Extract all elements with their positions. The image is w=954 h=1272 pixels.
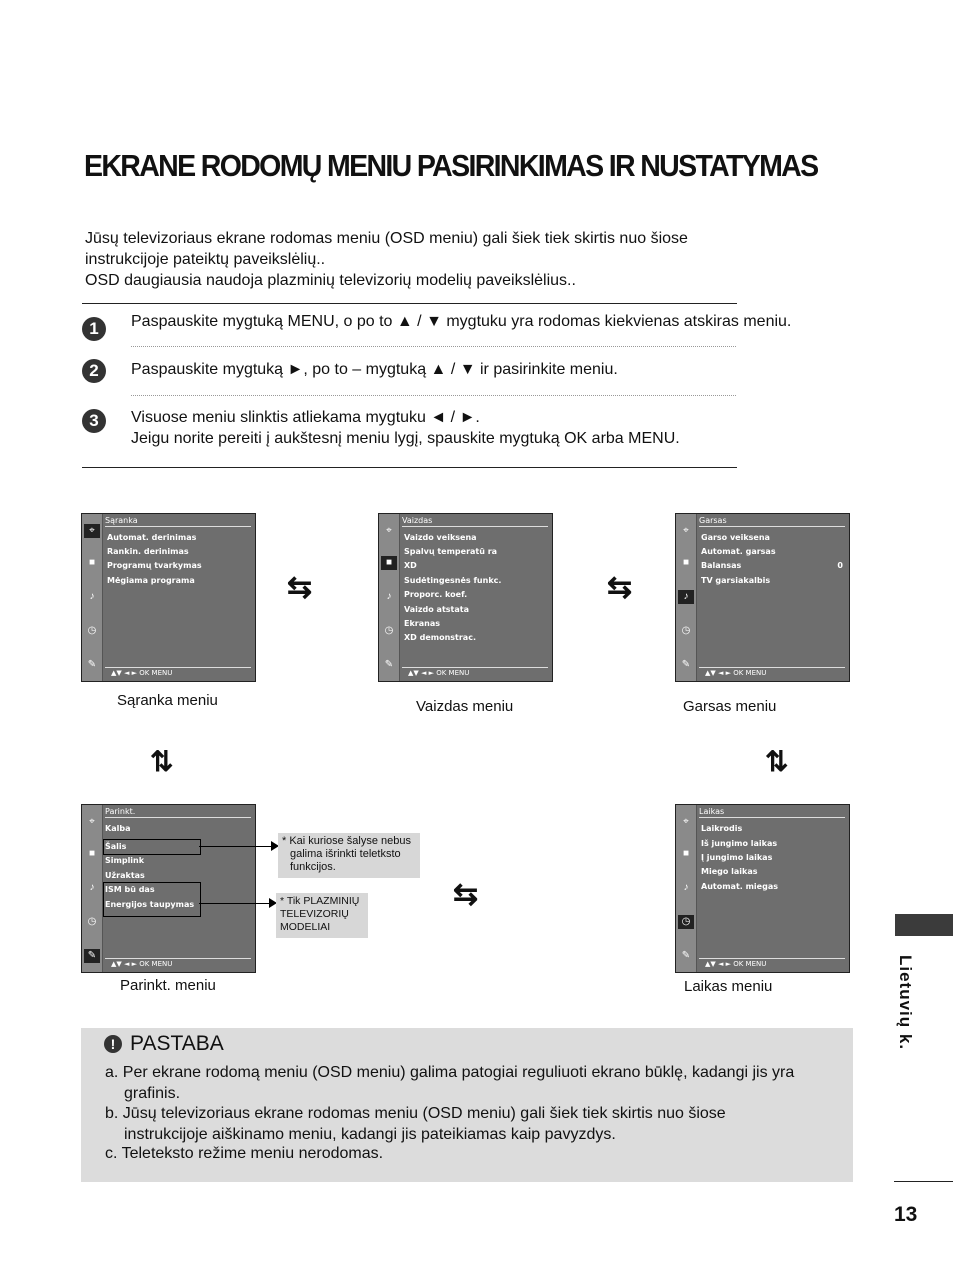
osd-item: Proporc. koef. (404, 590, 468, 599)
osd-item: Simplink (105, 856, 145, 865)
language-tab-marker (895, 914, 953, 936)
step-2-text: Paspauskite mygtuką ►, po to – mygtuką ▲ / ▼ ir pasirinkite meniu. (131, 361, 618, 378)
osd-item: Automat. derinimas (107, 533, 197, 542)
osd-header: Vaizdas (402, 515, 548, 527)
callout-line: funkcijos. (290, 861, 336, 873)
option-icon: ✎ (681, 950, 691, 961)
clock-icon: ◷ (87, 625, 97, 636)
note-item-b-cont: instrukcijoje aiškinamo meniu, kadangi jis pateikiamas kaip pavyzdys. (124, 1126, 616, 1143)
osd-sidebar (379, 514, 400, 681)
plasma-highlight-box (103, 882, 201, 917)
osd-header: Garsas (699, 515, 845, 527)
picture-icon: ■ (682, 848, 690, 859)
osd-item: Miego laikas (701, 867, 758, 876)
osd-item: Spalvų temperatū ra (404, 547, 498, 556)
osd-item: Programų tvarkymas (107, 561, 202, 570)
callout-line: galima išrinkti teletksto (290, 848, 401, 860)
osd-sidebar (82, 514, 103, 681)
sound-icon: ♪ (89, 591, 95, 602)
dotted-separator (131, 395, 736, 396)
sound-icon: ♪ (678, 590, 694, 604)
osd-item-label: Balansas (701, 561, 742, 570)
vaizdas-menu-label: Vaizdas meniu (416, 698, 514, 715)
osd-footer: ▲▼ ◄ ► OK MENU (699, 958, 845, 970)
osd-item: Iš jungimo laikas (701, 839, 778, 848)
osd-item: Energijos taupymas (105, 900, 195, 909)
sound-icon: ♪ (683, 882, 689, 893)
osd-item: XD (404, 561, 417, 570)
country-highlight-box (103, 839, 201, 855)
garsas-menu-label: Garsas meniu (683, 698, 777, 715)
osd-item: Rankin. derinimas (107, 547, 189, 556)
swap-arrows-icon: ⇆ (287, 571, 311, 604)
intro-line: instrukcijoje pateiktų paveikslėlių.. (85, 251, 326, 268)
osd-garsas-menu (675, 513, 850, 682)
osd-header: Sąranka (105, 515, 251, 527)
divider (894, 1181, 953, 1182)
note-item-a-cont: grafinis. (124, 1085, 181, 1102)
warning-icon: ! (104, 1035, 122, 1053)
antenna-icon: ⌖ (683, 816, 689, 827)
osd-item: TV garsiakalbis (701, 576, 771, 585)
swap-arrows-icon: ⇆ (453, 878, 477, 911)
osd-header: Laikas (699, 806, 845, 818)
osd-sidebar (82, 805, 103, 972)
osd-item: Kalba (105, 824, 131, 833)
divider (82, 467, 737, 468)
option-icon: ✎ (87, 659, 97, 670)
picture-icon: ■ (381, 556, 397, 570)
osd-item: Mėgiama programa (107, 576, 195, 585)
plasma-callout (276, 893, 368, 938)
osd-footer: ▲▼ ◄ ► OK MENU (105, 958, 251, 970)
osd-item: Garso veiksena (701, 533, 770, 542)
clock-icon: ◷ (384, 625, 394, 636)
step-3-text-line1: Visuose meniu slinktis atliekama mygtuku ◄ / ►. (131, 409, 480, 426)
callout-line: * Kai kuriose šalyse nebus (282, 835, 412, 847)
osd-item: Sudėtingesnės funkc. (404, 576, 502, 585)
osd-item: Laikrodis (701, 824, 743, 833)
osd-item (701, 561, 843, 570)
sound-icon: ♪ (89, 882, 95, 893)
clock-icon: ◷ (681, 625, 691, 636)
sound-icon: ♪ (386, 591, 392, 602)
osd-vaizdas-menu (378, 513, 553, 682)
osd-item: Užraktas (105, 871, 145, 880)
page-number: 13 (894, 1203, 918, 1226)
page-title: EKRANE RODOMŲ MENIU PASIRINKIMAS IR NUSTATYMAS (84, 148, 818, 183)
antenna-icon: ⌖ (89, 816, 95, 827)
vertical-swap-arrows-icon: ⇅ (765, 746, 787, 777)
osd-item: Vaizdo atstata (404, 605, 469, 614)
callout-leader-line (199, 903, 275, 904)
antenna-icon: ⌖ (84, 524, 100, 538)
option-icon: ✎ (84, 949, 100, 963)
divider (82, 303, 737, 304)
osd-item: Vaizdo veiksena (404, 533, 477, 542)
parinkt-menu-label: Parinkt. meniu (120, 977, 216, 994)
note-item-c: c. Teleteksto režime meniu nerodomas. (105, 1145, 384, 1162)
osd-header: Parinkt. (105, 806, 251, 818)
osd-sidebar (676, 805, 697, 972)
saranka-menu-label: Sąranka meniu (117, 692, 218, 709)
picture-icon: ■ (88, 557, 96, 568)
option-icon: ✎ (384, 659, 394, 670)
osd-item: Automat. miegas (701, 882, 778, 891)
laikas-menu-label: Laikas meniu (684, 978, 773, 995)
balance-value: 0 (837, 561, 843, 570)
clock-icon: ◷ (87, 916, 97, 927)
dotted-separator (131, 346, 736, 347)
osd-sidebar (676, 514, 697, 681)
osd-footer: ▲▼ ◄ ► OK MENU (699, 667, 845, 679)
callout-line: MODELIAI (280, 921, 331, 933)
note-title: PASTABA (130, 1032, 224, 1055)
osd-item: Ekranas (404, 619, 440, 628)
language-label: Lietuvių k. (896, 955, 915, 1051)
step-3-text-line2: Jeigu norite pereiti į aukštesnį meniu lygį, spauskite mygtuką OK arba MENU. (131, 430, 680, 447)
step-1-number: 1 (82, 317, 106, 341)
osd-item: Į jungimo laikas (701, 853, 773, 862)
vertical-swap-arrows-icon: ⇅ (150, 746, 172, 777)
picture-icon: ■ (88, 848, 96, 859)
swap-arrows-icon: ⇆ (607, 571, 631, 604)
antenna-icon: ⌖ (386, 525, 392, 536)
antenna-icon: ⌖ (683, 525, 689, 536)
step-3-number: 3 (82, 409, 106, 433)
osd-item: ISM bū das (105, 885, 155, 894)
osd-saranka-menu (81, 513, 256, 682)
intro-line: OSD daugiausia naudoja plazminių televizorių modelių paveikslėlius.. (85, 272, 576, 289)
note-item-a: a. Per ekrane rodomą meniu (OSD meniu) galima patogiai reguliuoti ekrano būklę, kadangi jis yra (105, 1064, 795, 1081)
osd-item: XD demonstrac. (404, 633, 476, 642)
osd-item: Šalis (105, 842, 127, 851)
callout-line: TELEVIZORIŲ (280, 908, 349, 920)
step-1-text: Paspauskite mygtuką MENU, o po to ▲ / ▼ mygtuku yra rodomas kiekvienas atskiras meniu. (131, 313, 792, 330)
option-icon: ✎ (681, 659, 691, 670)
callout-leader-line (199, 846, 277, 847)
intro-paragraph (85, 228, 765, 291)
step-2-number: 2 (82, 359, 106, 383)
note-item-b: b. Jūsų televizoriaus ekrane rodomas meniu (OSD meniu) gali šiek tiek skirtis nuo šiose (105, 1105, 726, 1122)
callout-line: * Tik PLAZMINIŲ (280, 895, 360, 907)
clock-icon: ◷ (678, 915, 694, 929)
osd-footer: ▲▼ ◄ ► OK MENU (105, 667, 251, 679)
intro-line: Jūsų televizoriaus ekrane rodomas meniu (OSD meniu) gali šiek tiek skirtis nuo šiose (85, 230, 688, 247)
picture-icon: ■ (682, 557, 690, 568)
osd-laikas-menu (675, 804, 850, 973)
country-callout (278, 833, 420, 878)
osd-item: Automat. garsas (701, 547, 776, 556)
osd-footer: ▲▼ ◄ ► OK MENU (402, 667, 548, 679)
